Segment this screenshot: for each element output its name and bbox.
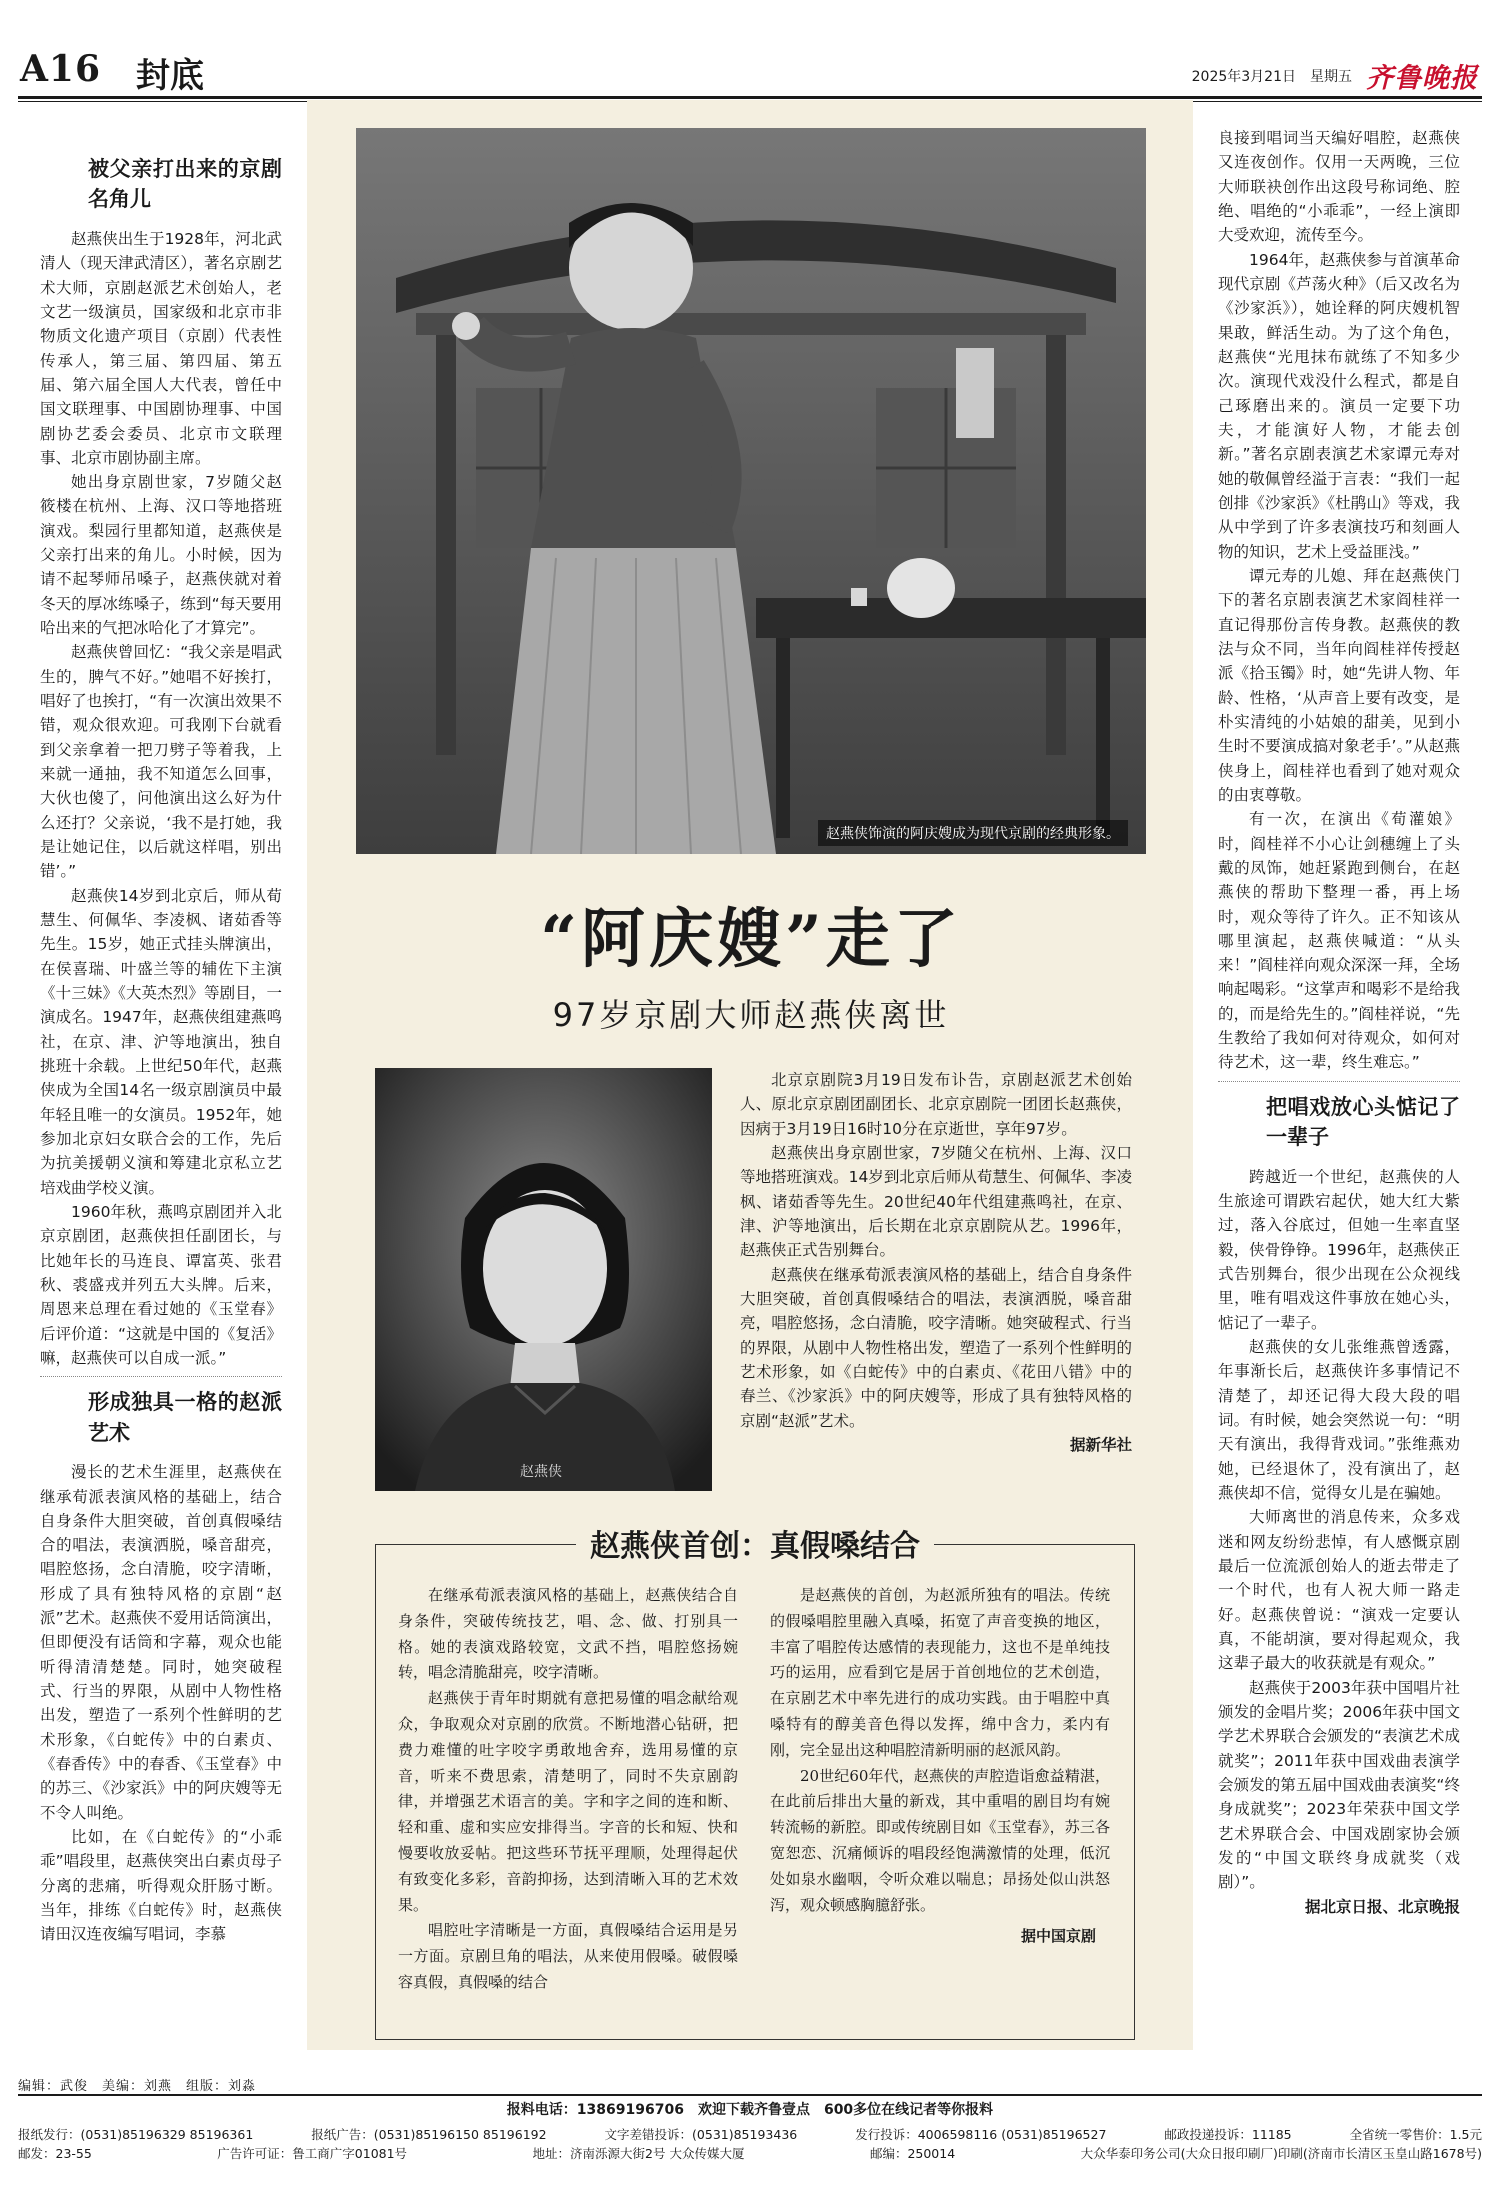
center-credit: 据新华社 bbox=[1069, 1435, 1132, 1454]
footer-item: 发行投诉：4006598116 (0531)85196527 bbox=[855, 2126, 1107, 2142]
paragraph: 漫长的艺术生涯里，赵燕侠在继承荀派表演风格的基础上，结合自身条件大胆突破，首创真假嗓结合的唱法，表演洒脱，嗓音甜亮，唱腔悠扬，念白清脆，咬字清晰，形成了具有独特风格的京剧“赵派”艺术。赵燕侠不爱用话筒演出，但即便没有话筒和字幕，观众也能听得清清楚楚。同时，她突破程式、行当的界限，从剧中人物性格出发，塑造了一系列个性鲜明的艺术形象，《白蛇传》中的白素贞、《春香传》中的春香、《玉堂春》中的苏三、《沙家浜》中的阿庆嫂等无不令人叫绝。 bbox=[40, 1463, 282, 1822]
footer-item: 报纸发行：(0531)85196329 85196361 bbox=[18, 2126, 254, 2142]
portrait-illustration bbox=[375, 1068, 712, 1491]
main-photo bbox=[356, 128, 1146, 854]
paragraph: 赵燕侠曾回忆：“我父亲是唱武生的，脾气不好。”她唱不好挨打，唱好了也挨打，“有一次演出效果不错，观众很欢迎。可我刚下台就看到父亲拿着一把刀劈子等着我，上来就一通抽，我不知道怎么回事，大伙也傻了，问他演出这么好为什么还打？父亲说，‘我不是打她，我是让她记住，以后就这样唱，别出错’。” bbox=[40, 643, 282, 881]
paragraph: 大师离世的消息传来，众多戏迷和网友纷纷悲悼，有人感慨京剧最后一位流派创始人的逝去带走了一个时代，也有人祝大师一路走好。赵燕侠曾说：“演戏一定要认真，不能胡演，要对得起观众，我这辈子最大的收获就是有观众。” bbox=[1218, 1508, 1460, 1673]
section-name: 封底 bbox=[136, 56, 204, 96]
footer-item: 邮编：250014 bbox=[869, 2146, 956, 2162]
main-photo-caption: 赵燕侠饰演的阿庆嫂成为现代京剧的经典形象。 bbox=[818, 820, 1128, 846]
paragraph: 唱腔吐字清晰是一方面，真假嗓结合运用是另一方面。京剧旦角的唱法，从来使用假嗓。破假嗓容真假，真假嗓的结合 bbox=[398, 1921, 738, 1991]
masthead-right bbox=[1192, 56, 1478, 95]
page-number: A16 bbox=[20, 48, 102, 90]
subheadline: 97岁京剧大师赵燕侠离世 bbox=[552, 996, 950, 1034]
footer bbox=[18, 2100, 1482, 2163]
portrait-caption: 赵燕侠 bbox=[520, 1464, 562, 1480]
right-column bbox=[1218, 126, 1460, 1919]
paragraph: 是赵燕侠的首创，为赵派所独有的唱法。传统的假嗓唱腔里融入真嗓，拓宽了声音变换的地区，丰富了唱腔传达感情的表现能力，这也不是单纯技巧的运用，应看到它是居于首创地位的艺术创造，在京剧艺术中率先进行的成功实践。由于唱腔中真嗓特有的醇美音色得以发挥，绵中含力，柔内有刚，完全显出这种唱腔清新明丽的赵派风韵。 bbox=[770, 1586, 1110, 1759]
divider bbox=[1218, 1081, 1460, 1082]
footer-item: 广告许可证：鲁工商广字01081号 bbox=[217, 2146, 408, 2162]
paragraph: 赵燕侠14岁到北京后，师从荀慧生、何佩华、李凌枫、诸茹香等先生。15岁，她正式挂头牌演出，在侯喜瑞、叶盛兰等的辅佐下主演《十三妹》《大英杰烈》等剧目，一演成名。1947年，赵燕侠组建燕鸣社，在京、津、沪等地演出，独自挑班十余载。上世纪50年代，赵燕侠成为全国14名一级京剧演员中最年轻且唯一的女演员。1952年，她参加北京妇女联合会的工作，先后为抗美援朝义演和筹建北京私立艺培戏曲学校义演。 bbox=[40, 886, 282, 1197]
paragraph: 20世纪60年代，赵燕侠的声腔造诣愈益精湛，在此前后排出大量的新戏，其中重唱的剧目均有婉转流畅的新腔。即或传统剧目如《玉堂春》，苏三各宽恕恋、沉痛倾诉的唱段经饱满激情的处理，低沉处如泉水幽咽，令听众难以喘息；昂扬处似山洪怒泻，观众顿感胸臆舒张。 bbox=[770, 1766, 1110, 1914]
paragraph: 赵燕侠出生于1928年，河北武清人（现天津武清区），著名京剧艺术大师，京剧赵派艺术创始人，老文艺一级演员，国家级和北京市非物质文化遗产项目（京剧）代表性传承人，第三届、第四届、第五届、第六届全国人大代表，曾任中国文联理事、中国剧协理事、中国剧协艺委会委员、北京市文联理事、北京市剧协副主席。 bbox=[40, 229, 282, 467]
footer-item: 邮政投递投诉：11185 bbox=[1164, 2126, 1292, 2142]
portrait-photo bbox=[375, 1068, 712, 1491]
paragraph: 赵燕侠的女儿张维燕曾透露，年事渐长后，赵燕侠许多事情记不清楚了，却还记得大段大段的唱词。有时候，她会突然说一句：“明天有演出，我得背戏词。”张维燕劝她，已经退休了，没有演出了，赵燕侠却不信，觉得女儿是在骗她。 bbox=[1218, 1337, 1460, 1502]
footer-item: 地址：济南泺源大街2号 大众传媒大厦 bbox=[532, 2146, 745, 2162]
footer-item: 大众华泰印务公司(大众日报印刷厂)印刷(济南市长清区玉皇山路1678号) bbox=[1080, 2146, 1482, 2162]
paragraph: 赵燕侠出身京剧世家，7岁随父在杭州、上海、汉口等地搭班演戏。14岁到北京后师从荀慧生、何佩华、李凌枫、诸茹香等先生。20世纪40年代组建燕鸣社，在京、津、沪等地演出，后长期在北京京剧院从艺。1996年，赵燕侠正式告别舞台。 bbox=[740, 1143, 1132, 1260]
issue-date: 2025年3月21日 bbox=[1191, 68, 1296, 85]
paragraph: 有一次，在演出《荀灌娘》时，阎桂祥不小心让剑穗缠上了头戴的凤饰，她赶紧跑到侧台，在赵燕侠的帮助下整理一番，再上场时，观众等待了许久。正不知该从哪里演起，赵燕侠喊道：“从头来！”阎桂祥向观众深深一拜，全场响起喝彩。“这掌声和喝彩不是给我的，而是给先生的。”阎桂祥说，“先生教给了我如何对待观众，如何对待艺术，这一辈，终生难忘。” bbox=[1218, 810, 1460, 1072]
paragraph: 赵燕侠于2003年获中国唱片社颁发的金唱片奖；2006年获中国文学艺术界联合会颁发的“表演艺术成就奖”；2011年获中国戏曲表演学会颁发的第五届中国戏曲表演奖“终身成就奖”；2023年荣获中国文学艺术界联合会、中国戏剧家协会颁发的“中国文联终身成就奖（戏剧）”。 bbox=[1218, 1678, 1460, 1892]
footer-line-2 bbox=[18, 2144, 1482, 2163]
footer-item: 报纸广告：(0531)85196150 85196192 bbox=[311, 2126, 547, 2142]
sidebar-left-column bbox=[398, 1583, 738, 1996]
center-column bbox=[740, 1068, 1132, 1457]
sidebar-title-wrap bbox=[375, 1521, 1135, 1565]
paragraph: 谭元寿的儿媳、拜在赵燕侠门下的著名京剧表演艺术家阎桂祥一直记得那份言传身教。赵燕侠的教法与众不同，当年向阎桂祥传授赵派《拾玉镯》时，她“先讲人物、年龄、性格，‘从声音上要有改变，是朴实清纯的小姑娘的甜美，见到小生时不要演成搞对象老手’。”从赵燕侠身上，阎桂祥也看到了她对观众的由衷尊敬。 bbox=[1218, 566, 1460, 804]
footer-rule bbox=[18, 2094, 1482, 2096]
subhead-singing-in-heart: 把唱戏放心头惦记了一辈子 bbox=[1266, 1093, 1460, 1150]
masthead bbox=[18, 40, 1482, 96]
stage-photo-illustration bbox=[356, 128, 1146, 854]
paragraph: 她出身京剧世家，7岁随父赵筱楼在杭州、上海、汉口等地搭班演戏。梨园行里都知道，赵燕侠是父亲打出来的角儿。小时候，因为请不起琴师吊嗓子，赵燕侠就对着冬天的厚冰练嗓子，练到“每天要用哈出来的气把冰哈化了才算完”。 bbox=[40, 473, 282, 638]
headline: “阿庆嫂”走了 bbox=[540, 902, 962, 977]
tipline: 报料电话：13869196706 欢迎下载齐鲁壹点 600多位在线记者等你报料 bbox=[506, 2102, 994, 2118]
footer-item: 邮发：23-55 bbox=[18, 2146, 92, 2162]
footer-item: 文字差错投诉：(0531)85193436 bbox=[604, 2126, 798, 2142]
footer-line-1 bbox=[18, 2125, 1482, 2144]
issue-weekday: 星期五 bbox=[1310, 68, 1352, 85]
right-credit: 据北京日报、北京晚报 bbox=[1304, 1897, 1460, 1916]
left-column bbox=[40, 144, 282, 1947]
newspaper-logo: 齐鲁晚报 bbox=[1366, 63, 1478, 94]
paragraph: 赵燕侠在继承荀派表演风格的基础上，结合自身条件大胆突破，首创真假嗓结合的唱法，表演洒脱，嗓音甜亮，唱腔悠扬，念白清脆，咬字清晰。她突破程式、行当的界限，从剧中人物性格出发，塑造了一系列个性鲜明的艺术形象，如《白蛇传》中的白素贞、《花田八错》中的春兰、《沙家浜》中的阿庆嫂等，形成了具有独特风格的京剧“赵派”艺术。 bbox=[740, 1265, 1132, 1430]
paragraph: 赵燕侠于青年时期就有意把易懂的唱念献给观众，争取观众对京剧的欣赏。不断地潜心钻研，把费力难懂的吐字咬字勇敢地舍弃，选用易懂的京音，听来不费思索，清楚明了，同时不失京剧韵律，并增强艺术语言的美。字和字之间的连和断、轻和重、虚和实应安排得当。字音的长和短、快和慢要收放妥帖。把这些环节抚平理顺，处理得起伏有致变化多彩，音韵抑扬，达到清晰入耳的艺术效果。 bbox=[398, 1689, 738, 1914]
paragraph: 在继承荀派表演风格的基础上，赵燕侠结合自身条件，突破传统技艺，唱、念、做、打别具一格。她的表演戏路较宽，文武不挡，唱腔悠扬婉转，唱念清脆甜亮，咬字清晰。 bbox=[398, 1586, 738, 1682]
editor-credits: 编辑：武俊 美编：刘燕 组版：刘淼 bbox=[18, 2079, 257, 2094]
paragraph: 北京京剧院3月19日发布讣告，京剧赵派艺术创始人、原北京京剧团副团长、北京京剧院一团团长赵燕侠，因病于3月19日16时10分在京逝世，享年97岁。 bbox=[740, 1071, 1132, 1138]
paragraph: 跨越近一个世纪，赵燕侠的人生旅途可谓跌宕起伏，她大红大紫过，落入谷底过，但她一生率直坚毅，侠骨铮铮。1996年，赵燕侠正式告别舞台，很少出现在公众视线里，唯有唱戏这件事放在她心头，惦记了一辈子。 bbox=[1218, 1167, 1460, 1332]
sidebar-right-column bbox=[770, 1583, 1110, 1950]
divider bbox=[40, 1376, 282, 1377]
footer-item: 全省统一零售价：1.5元 bbox=[1349, 2126, 1482, 2142]
paragraph: 比如，在《白蛇传》的“小乖乖”唱段里，赵燕侠突出白素贞母子分离的悲痛，听得观众肝肠寸断。当年，排练《白蛇传》时，赵燕侠请田汉连夜编写唱词，李慕 bbox=[40, 1828, 282, 1944]
paragraph: 良接到唱词当天编好唱腔，赵燕侠又连夜创作。仅用一天两晚，三位大师联袂创作出这段号称词绝、腔绝、唱绝的“小乖乖”，一经上演即大受欢迎，流传至今。 bbox=[1218, 129, 1460, 245]
subhead-beaten-by-father: 被父亲打出来的京剧名角儿 bbox=[88, 156, 282, 212]
paragraph: 1960年秋，燕鸣京剧团并入北京京剧团，赵燕侠担任副团长，与比她年长的马连良、谭富英、张君秋、裘盛戎并列五大头牌。后来，周恩来总理在看过她的《玉堂春》后评价道：“这就是中国的《复活》嘛，赵燕侠可以自成一派。” bbox=[40, 1203, 282, 1367]
sidebar-credit: 据中国京剧 bbox=[1020, 1927, 1096, 1946]
sidebar-box bbox=[375, 1529, 1135, 2040]
top-rule bbox=[18, 96, 1482, 99]
subhead-zhao-school-art: 形成独具一格的赵派艺术 bbox=[88, 1389, 282, 1445]
paragraph: 1964年，赵燕侠参与首演革命现代京剧《芦荡火种》（后又改名为《沙家浜》），她诠释的阿庆嫂机智果敢，鲜活生动。为了这个角色，赵燕侠“光甩抹布就练了不知多少次。演现代戏没什么程式，都是自己琢磨出来的。演员一定要下功夫，才能演好人物，才能去创新。”著名京剧表演艺术家谭元寿对她的敬佩曾经溢于言表：“我们一起创排《沙家浜》《杜鹃山》等戏，我从中学到了许多表演技巧和刻画人物的知识，艺术上受益匪浅。” bbox=[1218, 250, 1460, 561]
sidebar-title: 赵燕侠首创：真假嗓结合 bbox=[576, 1529, 934, 1564]
